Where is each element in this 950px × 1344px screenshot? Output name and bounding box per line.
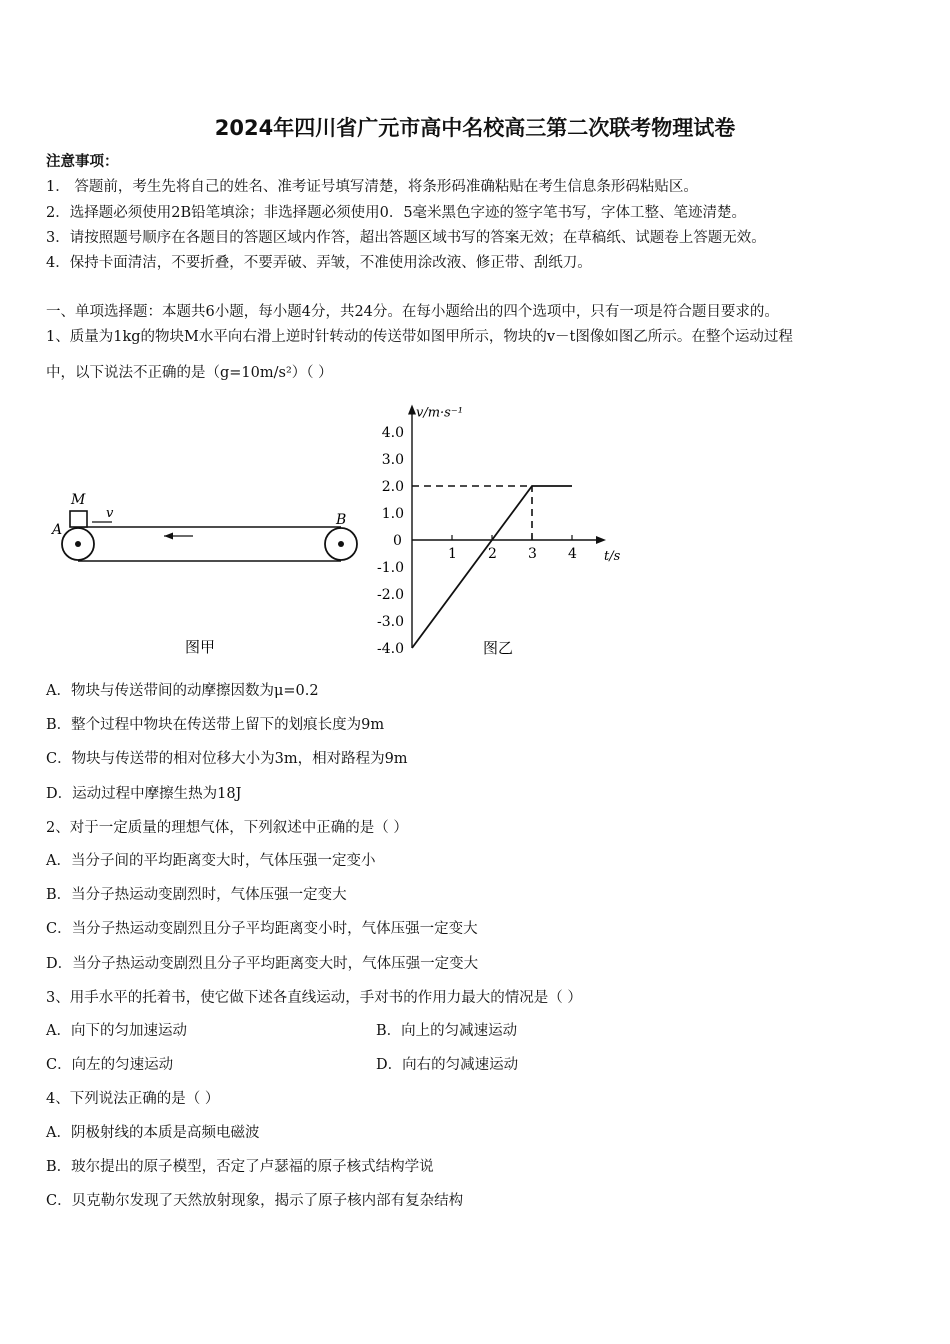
- q2-option-a: A．当分子间的平均距离变大时，气体压强一定变小: [46, 853, 376, 869]
- y-tick-label: -2.0: [377, 587, 404, 603]
- x-tick-label: 1: [448, 546, 457, 562]
- q2-option-b: B．当分子热运动变剧烈时，气体压强一定变大: [46, 887, 347, 903]
- y-tick-label: -3.0: [377, 614, 404, 630]
- notice-item-1: 1． 答题前，考生先将自己的姓名、准考证号填写清楚，将条形码准确粘贴在考生信息条形码粘贴区。: [46, 179, 698, 195]
- section-heading: 一、单项选择题：本题共6小题，每小题4分，共24分。在每小题给出的四个选项中，只有一项是符合题目要求的。: [46, 304, 779, 320]
- q1-option-d: D．运动过程中摩擦生热为18J: [46, 786, 242, 802]
- exam-title: 2024年四川省广元市高中名校高三第二次联考物理试卷: [214, 116, 736, 140]
- x-axis-label: t/s: [604, 549, 621, 564]
- figure-conveyor-belt: [40, 480, 370, 660]
- y-tick-label: 3.0: [381, 452, 404, 468]
- y-tick-label: 4.0: [381, 425, 404, 441]
- q3-option-b: B．向上的匀减速运动: [376, 1023, 518, 1039]
- label-m: M: [71, 492, 86, 508]
- y-tick-label: -1.0: [377, 560, 404, 576]
- q1-stem-line2: 中，以下说法不正确的是（g=10m/s²）（ ）: [46, 365, 333, 381]
- q3-option-a: A．向下的匀加速运动: [46, 1023, 187, 1039]
- q3-stem: 3、用手水平的托着书，使它做下述各直线运动，手对书的作用力最大的情况是（ ）: [46, 990, 582, 1006]
- notice-item-4: 4．保持卡面清洁，不要折叠，不要弄破、弄皱，不准使用涂改液、修正带、刮纸刀。: [46, 255, 592, 271]
- x-axis-arrowhead: [596, 536, 606, 544]
- belt-direction-arrowhead: [164, 533, 173, 540]
- velocity-line: [412, 486, 572, 648]
- x-tick-label: 4: [568, 546, 577, 562]
- pulley-left-axle: [75, 541, 81, 547]
- x-tick-label: 3: [528, 546, 537, 562]
- y-tick-label: -4.0: [377, 641, 404, 657]
- y-tick-label: 2.0: [381, 479, 404, 495]
- notice-heading: 注意事项：: [46, 153, 119, 170]
- q2-option-c: C．当分子热运动变剧烈且分子平均距离变小时，气体压强一定变大: [46, 921, 478, 937]
- block-m: [70, 511, 87, 527]
- notice-item-3: 3．请按照题号顺序在各题目的答题区域内作答，超出答题区域书写的答案无效；在草稿纸、试题卷上答题无效。: [46, 230, 766, 246]
- caption-fig-b: 图乙: [483, 639, 514, 657]
- label-a: A: [52, 522, 63, 538]
- q4-stem: 4、下列说法正确的是（ ）: [46, 1091, 220, 1107]
- y-tick-label: 1.0: [381, 506, 404, 522]
- label-v: v: [106, 506, 114, 521]
- x-tick-label: 2: [488, 546, 497, 562]
- q4-option-b: B．玻尔提出的原子模型，否定了卢瑟福的原子核式结构学说: [46, 1159, 434, 1175]
- q3-option-c: C．向左的匀速运动: [46, 1057, 174, 1073]
- q3-option-d: D．向右的匀减速运动: [376, 1057, 519, 1073]
- q2-option-d: D．当分子热运动变剧烈且分子平均距离变大时，气体压强一定变大: [46, 956, 479, 972]
- label-b: B: [336, 512, 347, 528]
- figure-vt-chart: [365, 395, 635, 665]
- q4-option-c: C．贝克勒尔发现了天然放射现象，揭示了原子核内部有复杂结构: [46, 1193, 464, 1209]
- q1-option-c: C．物块与传送带的相对位移大小为3m，相对路程为9m: [46, 751, 408, 767]
- caption-fig-a: 图甲: [185, 638, 216, 656]
- origin-label: 0: [393, 533, 402, 549]
- q2-stem: 2、对于一定质量的理想气体，下列叙述中正确的是（ ）: [46, 820, 408, 836]
- y-axis-label: v/m·s⁻¹: [416, 405, 463, 421]
- pulley-right-axle: [338, 541, 344, 547]
- q4-option-a: A．阴极射线的本质是高频电磁波: [46, 1125, 260, 1141]
- q1-option-a: A．物块与传送带间的动摩擦因数为μ=0.2: [46, 683, 319, 699]
- q1-stem-line1: 1、质量为1kg的物块M水平向右滑上逆时针转动的传送带如图甲所示，物块的v－t图像如图乙所示。在整个运动过程: [46, 329, 793, 345]
- q1-option-b: B．整个过程中物块在传送带上留下的划痕长度为9m: [46, 717, 385, 733]
- y-axis-arrowhead: [408, 405, 416, 415]
- notice-item-2: 2．选择题必须使用2B铅笔填涂；非选择题必须使用0．5毫米黑色字迹的签字笔书写，字体工整、笔迹清楚。: [46, 205, 747, 221]
